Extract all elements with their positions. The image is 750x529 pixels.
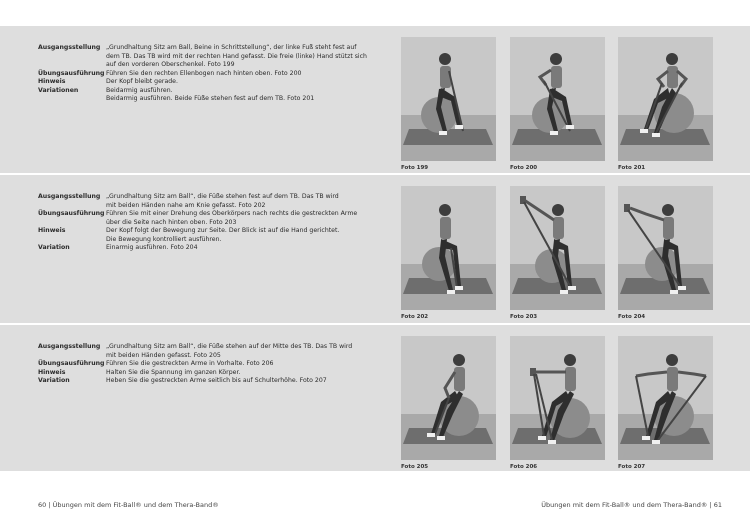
photo-figure-image bbox=[401, 186, 496, 310]
footer-separator: | bbox=[709, 501, 712, 509]
row-text-line: Der Kopf folgt der Bewegung zur Seite. Der Blick ist auf die Hand gerichtet. bbox=[106, 227, 340, 234]
row-text-line: über die Seite nach hinten oben. Foto 203 bbox=[106, 218, 237, 226]
page-number-right: 61 bbox=[713, 501, 722, 509]
row-text-line: „Grundhaltung Sitz am Ball“, die Füße stehen fest auf dem TB. Das TB wird bbox=[106, 193, 339, 200]
row-uebungsausfuehrung bbox=[38, 360, 358, 369]
exercise-photo bbox=[401, 37, 496, 161]
row-text-line: Einarmig ausführen. Foto 204 bbox=[106, 244, 198, 251]
row-text-line: Führen Sie mit einer Drehung des Oberkörpers nach rechts die gestreckten Arme bbox=[106, 210, 358, 217]
row-text-line: Die Bewegung kontrolliert ausführen. bbox=[106, 235, 222, 243]
row-label: Hinweis bbox=[38, 227, 66, 234]
row-text-line: Beidarmig ausführen. bbox=[106, 86, 173, 94]
row-ausgangsstellung bbox=[38, 343, 358, 360]
row-hinweis bbox=[38, 78, 358, 87]
row-label: Ausgangsstellung bbox=[38, 193, 101, 200]
row-text-line: „Grundhaltung Sitz am Ball, Beine in Schrittstellung“, der linke Fuß steht fest auf bbox=[106, 44, 357, 51]
page-number-left: 60 bbox=[38, 501, 47, 509]
row-label: Variation bbox=[38, 244, 70, 251]
row-text-line: „Grundhaltung Sitz am Ball“, die Füße stehen auf der Mitte des TB. Das TB wird bbox=[106, 343, 353, 350]
footer-separator: | bbox=[48, 501, 51, 509]
exercise-photo bbox=[401, 336, 496, 460]
row-text-line: Führen Sie den rechten Ellenbogen nach hinten oben. Foto 200 bbox=[106, 69, 302, 77]
footer-right bbox=[541, 501, 722, 509]
photo-caption: Foto 201 bbox=[618, 165, 646, 171]
row-hinweis bbox=[38, 369, 358, 378]
photo-figure-image bbox=[401, 336, 496, 460]
photo-figure-image bbox=[618, 336, 713, 460]
photo-caption: Foto 207 bbox=[618, 464, 646, 470]
row-text-line: auf den vorderen Oberschenkel. Foto 199 bbox=[106, 61, 235, 68]
row-text-line: Beidarmig ausführen. Beide Füße stehen fest auf dem TB. Foto 201 bbox=[106, 95, 315, 102]
photo-caption: Foto 199 bbox=[401, 165, 429, 171]
exercise-description bbox=[38, 343, 358, 386]
photo-figure-image bbox=[401, 37, 496, 161]
photo-caption: Foto 202 bbox=[401, 314, 429, 320]
exercise-photo bbox=[510, 37, 605, 161]
exercise-block-3 bbox=[0, 325, 750, 471]
row-text-line: Der Kopf bleibt gerade. bbox=[106, 78, 178, 85]
row-label: Übungsausführung bbox=[38, 210, 105, 217]
exercise-description bbox=[38, 44, 367, 104]
row-label: Variationen bbox=[38, 86, 79, 94]
exercise-photo bbox=[618, 186, 713, 310]
photo-figure-image bbox=[510, 336, 605, 460]
photo-caption: Foto 200 bbox=[510, 165, 538, 171]
exercise-photo bbox=[618, 37, 713, 161]
row-text-line: mit beiden Händen nahe am Knie gefasst. Foto 202 bbox=[106, 201, 266, 209]
row-ausgangsstellung bbox=[38, 193, 358, 210]
running-title-right: Übungen mit dem Fit-Ball® und dem Thera-Band® bbox=[541, 501, 708, 509]
row-uebungsausfuehrung bbox=[38, 210, 358, 227]
row-label: Hinweis bbox=[38, 368, 66, 376]
photo-caption: Foto 203 bbox=[510, 314, 538, 320]
footer-left bbox=[38, 501, 219, 509]
exercise-photo bbox=[401, 186, 496, 310]
exercise-block-1 bbox=[0, 26, 750, 173]
photo-figure-image bbox=[510, 37, 605, 161]
running-title-left: Übungen mit dem Fit-Ball® und dem Thera-Band® bbox=[52, 501, 219, 509]
row-ausgangsstellung bbox=[38, 44, 367, 70]
exercise-photo bbox=[510, 186, 605, 310]
row-label: Übungsausführung bbox=[38, 360, 105, 367]
exercise-photo bbox=[618, 336, 713, 460]
photo-figure-image bbox=[510, 186, 605, 310]
row-label: Ausgangsstellung bbox=[38, 44, 101, 51]
row-label: Übungsausführung bbox=[38, 69, 105, 77]
photo-caption: Foto 205 bbox=[401, 464, 429, 470]
photo-figure-image bbox=[618, 37, 713, 161]
photo-caption: Foto 206 bbox=[510, 464, 538, 470]
row-uebungsausfuehrung bbox=[38, 70, 358, 79]
row-label: Hinweis bbox=[38, 78, 66, 85]
exercise-block-2 bbox=[0, 175, 750, 323]
row-hinweis bbox=[38, 227, 358, 244]
row-text-line: dem TB. Das TB wird mit der rechten Hand gefasst. Die freie (linke) Hand stützt sich bbox=[106, 52, 367, 60]
photo-figure-image bbox=[618, 186, 713, 310]
exercise-photo bbox=[510, 336, 605, 460]
row-text-line: Halten Sie die Spannung im ganzen Körper. bbox=[106, 368, 241, 376]
row-text-line: mit beiden Händen gefasst. Foto 205 bbox=[106, 351, 221, 359]
row-text-line: Heben Sie die gestreckten Arme seitlich bis auf Schulterhöhe. Foto 207 bbox=[106, 377, 327, 384]
row-variation bbox=[38, 244, 358, 253]
exercise-description bbox=[38, 193, 358, 253]
row-label: Ausgangsstellung bbox=[38, 343, 101, 350]
photo-caption: Foto 204 bbox=[618, 314, 646, 320]
row-variation bbox=[38, 377, 358, 386]
row-text-line: Führen Sie die gestreckten Arme in Vorhalte. Foto 206 bbox=[106, 360, 274, 367]
row-label: Variation bbox=[38, 377, 70, 384]
row-variationen bbox=[38, 87, 358, 104]
